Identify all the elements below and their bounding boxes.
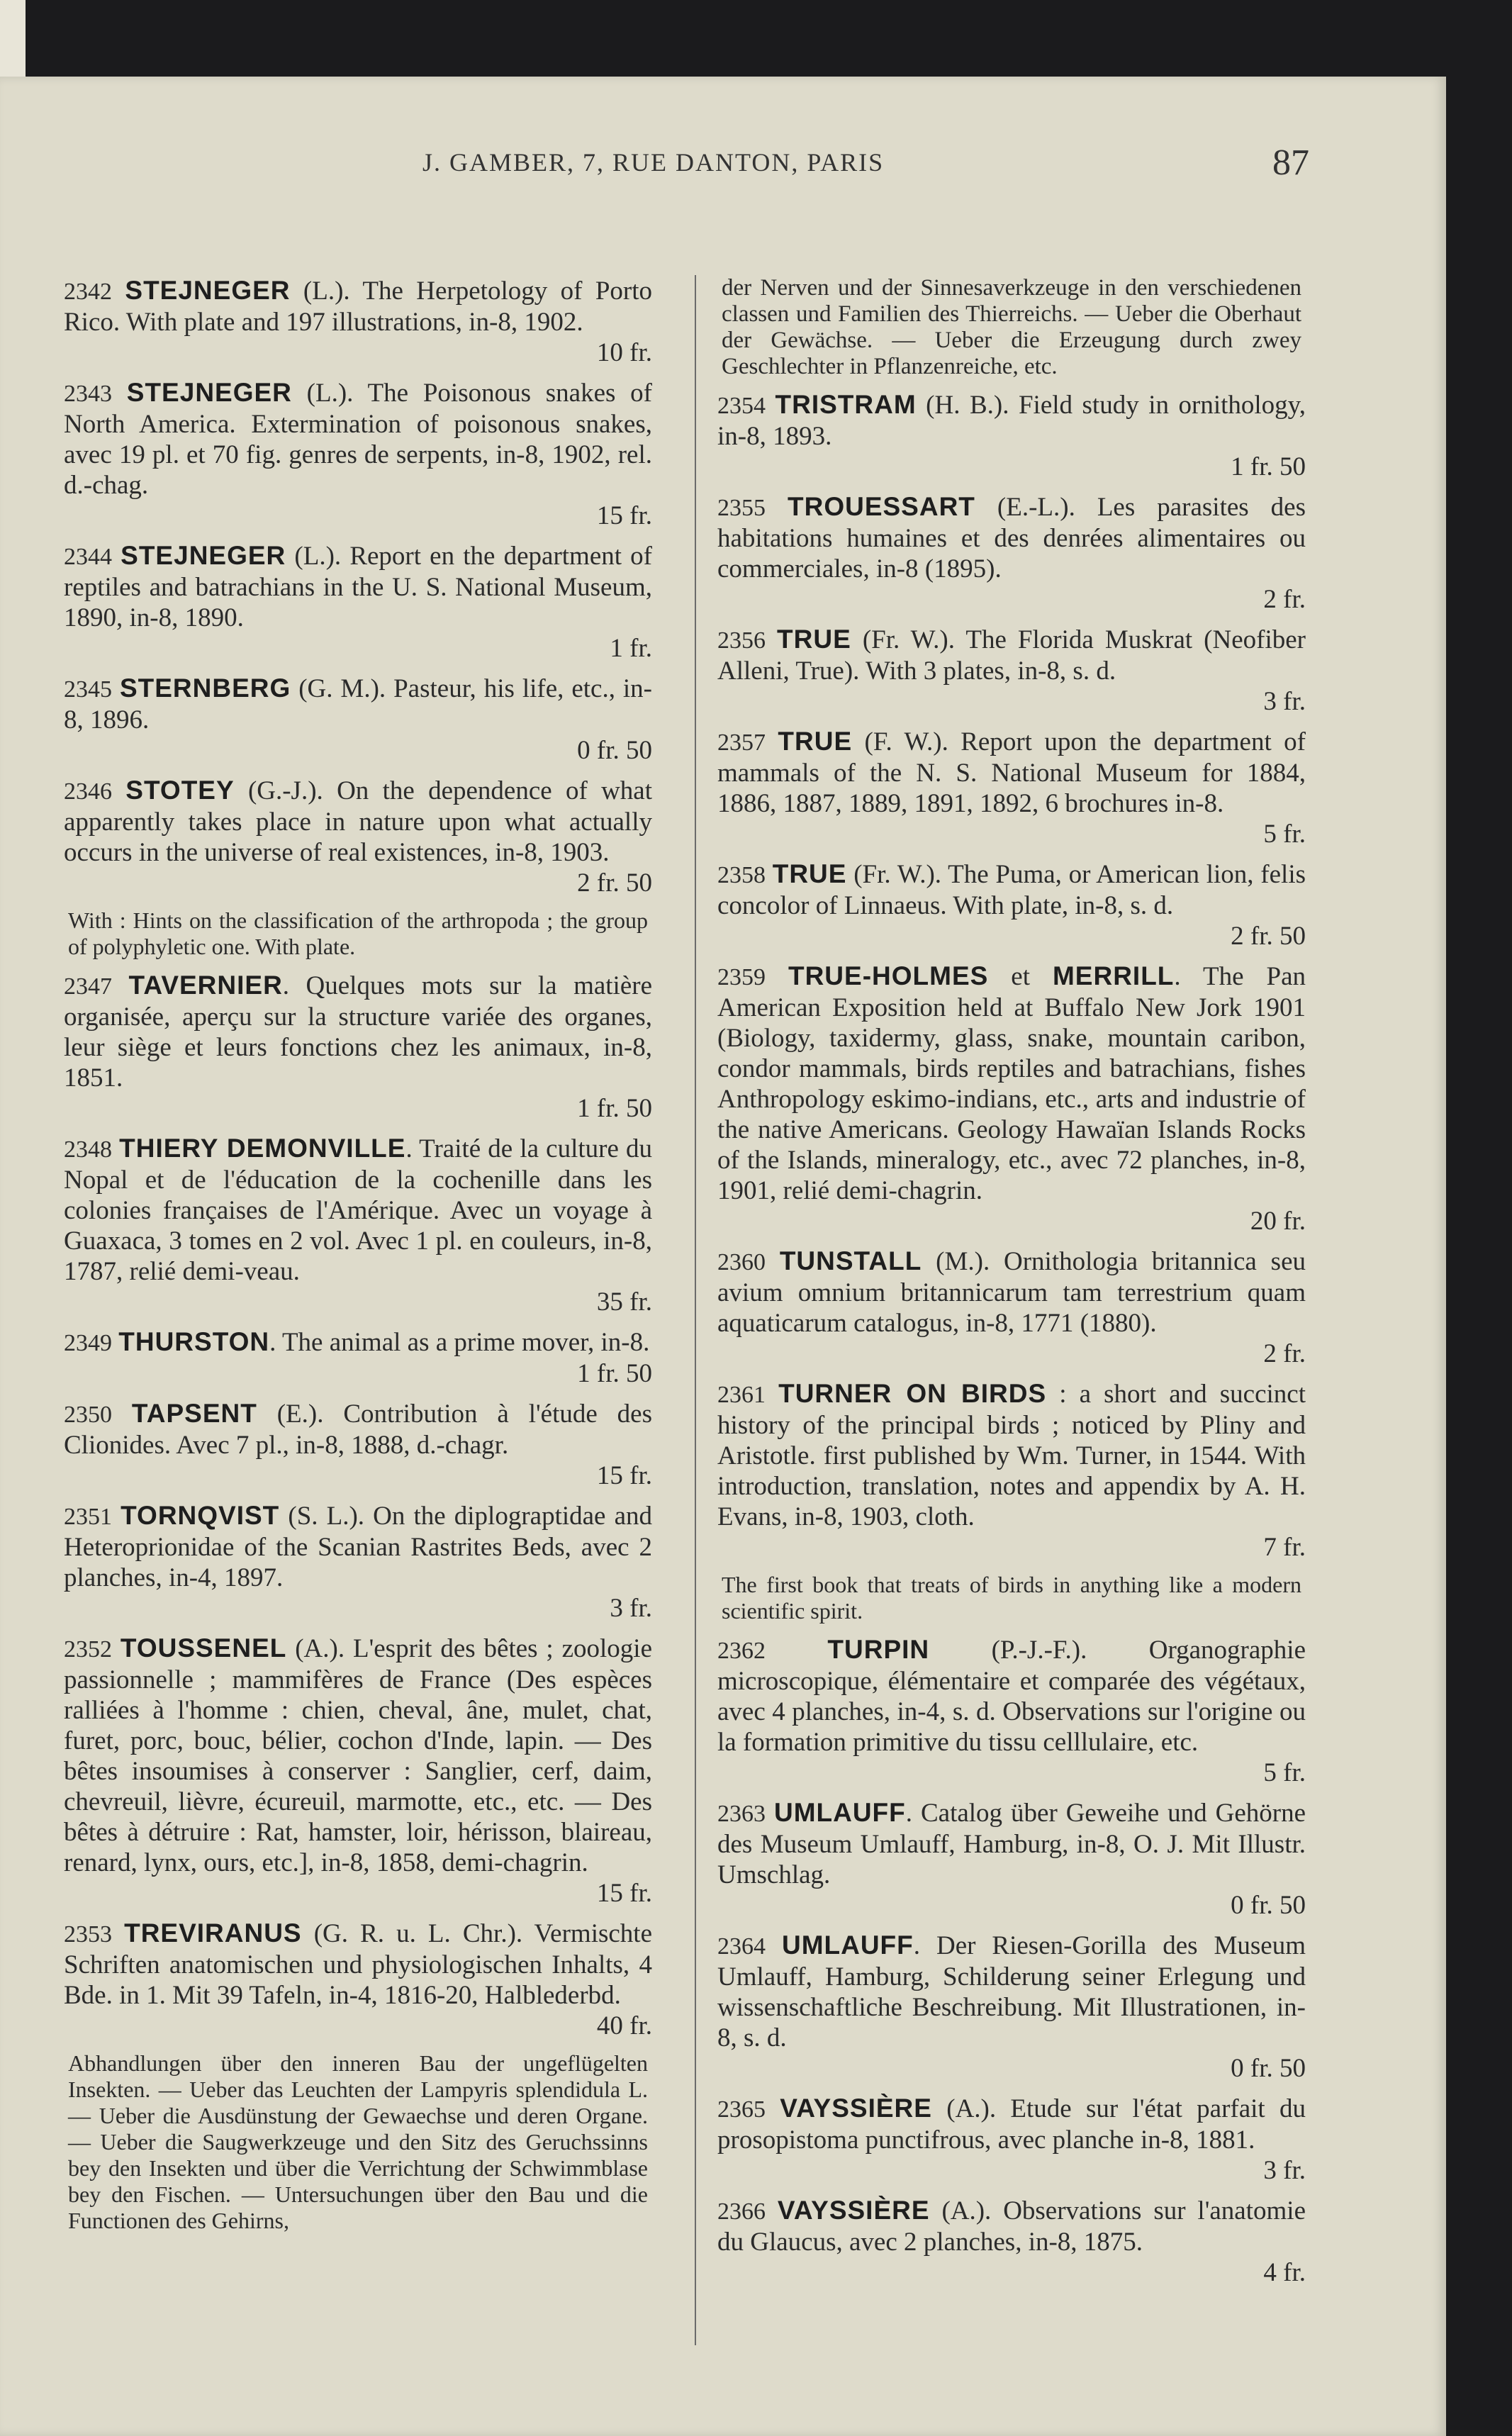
entry-note: The first book that treats of birds in anything like a modern scientific spirit. — [722, 1572, 1301, 1624]
entry-price: 2 fr. 50 — [1231, 922, 1306, 951]
catalog-entry — [64, 1398, 652, 1491]
entry-author: THIERY DEMONVILLE — [119, 1134, 406, 1163]
entry-description: (L.). The Herpetology of Porto Rico. With plate and 197 illustrations, in-8, 1902. — [64, 276, 653, 337]
entry-description: . Der Riesen-Gorilla des Museum Umlauff, Hamburg, Schilderung seiner Erlegung und wissenschaftliche Beschreibung. Mit Illustrationen, in-8, s. d. — [717, 1931, 1306, 2052]
entry-author: VAYSSIÈRE — [780, 2094, 932, 2123]
entry-author: TRUE — [777, 625, 851, 654]
entry-number: 2355 — [717, 495, 766, 521]
entry-author: UMLAUFF — [781, 1931, 914, 1960]
entry-price: 5 fr. — [1263, 820, 1306, 849]
entry-description: (A.). L'esprit des bêtes ; zoologie passionnelle ; mammifères de France (Des espèces ralliées à l'homme : chien, cheval, âne, mulet, chat, furet, porc, bouc, bélier, cochon d'Inde, lapin. — Des bêtes insoumises à conserver : Sanglier, cerf, daim, chevreuil, lièvre, écureuil, marmotte, etc., etc. — Des bêtes à détruire : Rat, hamster, loir, hérisson, blaireau, renard, lynx, ours, etc.], in-8, 1858, demi-chagrin. — [64, 1634, 652, 1877]
entry-note: Abhandlungen über den inneren Bau der ungeflügelten Insekten. — Ueber das Leuchten der Lampyris splendidula L. — Ueber die Ausdünstung der Gewaechse und deren Organe. — Ueber die Saugwerkzeuge und den Sitz des Geruchssinns bey den Insekten und über die Verrichtung der Schwimmblase bey den Fischen. — Untersuchungen über den Bau und die Functionen des Gehirns, — [68, 2050, 648, 2233]
entry-price: 1 fr. 50 — [577, 1359, 652, 1388]
page-edge-left — [0, 0, 26, 77]
catalog-entry — [717, 1930, 1306, 2084]
entry-author: TREVIRANUS — [124, 1918, 302, 1948]
catalog-entry — [64, 1500, 652, 1624]
entry-number: 2357 — [717, 730, 766, 756]
entry-number: 2356 — [717, 627, 766, 654]
entry-number: 2352 — [64, 1636, 112, 1663]
entry-author: STEJNEGER — [125, 276, 291, 305]
catalog-entry — [64, 1918, 652, 2041]
entry-description: . The Pan American Exposition held at Buffalo New Jork 1901 (Biology, taxidermy, glass, snake, mountain caribon, condor mammals, birds reptiles and batrachians, fishes Anthropology eskimo-indians, etc., arts and industrie of the native Americans. Geology Hawaïan Islands Rocks of the Islands, mineralogy, etc., avec 72 planches, in-8, 1901, relié demi-chagrin. — [717, 962, 1306, 1205]
catalog-entry — [64, 377, 652, 531]
entry-author: TRUE — [772, 859, 847, 888]
entry-number: 2364 — [717, 1933, 766, 1960]
entry-description: (G.-J.). On the dependence of what apparently takes place in nature upon what actually occurs in the universe of real existences, in-8, 1903. — [64, 776, 652, 867]
entry-number: 2343 — [64, 381, 112, 407]
entry-number: 2350 — [64, 1402, 112, 1428]
entry-number: 2354 — [717, 393, 766, 419]
catalog-entry — [717, 1634, 1306, 1788]
entry-description: : a short and succinct history of the principal birds ; noticed by Pliny and Aristotle. first published by Wm. Turner, in 1544. With introduction, translation, notes and appendix by A. H. Evans, in-8, 1903, cloth. — [717, 1380, 1306, 1531]
entry-price: 0 fr. 50 — [577, 736, 652, 765]
entry-author: TAPSENT — [131, 1399, 257, 1428]
entry-description: (S. L.). On the diplograptidae and Heteroprionidae of the Scanian Rastrites Beds, avec 2 planches, in-4, 1897. — [64, 1502, 653, 1592]
left-column — [64, 275, 652, 2244]
entry-number: 2360 — [717, 1249, 766, 1275]
entry-price: 2 fr. — [1263, 585, 1306, 614]
entry-author: TURNER ON BIRDS — [778, 1379, 1047, 1408]
entry-price: 1 fr. 50 — [577, 1094, 652, 1123]
entry-author: VAYSSIÈRE — [777, 2196, 930, 2225]
entry-author: TOUSSENEL — [120, 1633, 287, 1663]
catalog-entry — [717, 2195, 1306, 2288]
catalog-entry — [717, 624, 1306, 717]
entry-author: TORNQVIST — [121, 1501, 280, 1530]
catalog-entry — [64, 1326, 652, 1389]
catalog-entry — [64, 540, 652, 664]
entry-description: (Fr. W.). The Florida Muskrat (Neofiber Alleni, True). With 3 plates, in-8, s. d. — [717, 625, 1306, 686]
entry-price: 3 fr. — [1263, 2156, 1306, 2185]
entry-number: 2353 — [64, 1921, 112, 1948]
entry-author: UMLAUFF — [773, 1798, 906, 1827]
catalog-entry — [717, 1378, 1306, 1563]
entry-description: (E.). Contribution à l'étude des Clionides. Avec 7 pl., in-8, 1888, d.-chagr. — [64, 1399, 653, 1460]
entry-author: TUNSTALL — [779, 1246, 922, 1275]
entry-price: 2 fr. — [1263, 1339, 1306, 1368]
entry-description: . The animal as a prime mover, in-8. — [269, 1328, 650, 1357]
entry-number: 2362 — [717, 1638, 766, 1664]
catalog-entry — [717, 389, 1306, 482]
entry-author: STEJNEGER — [126, 378, 292, 407]
entry-description: (G. M.). Pasteur, his life, etc., in-8, 1896. — [64, 674, 653, 734]
entry-price: 3 fr. — [1263, 687, 1306, 716]
entry-number: 2346 — [64, 778, 112, 805]
entry-description: . Traité de la culture du Nopal et de l'éducation de la cochenille dans les colonies françaises de l'Amérique. Avec un voyage à Guaxaca, 3 tomes en 2 vol. Avec 1 pl. en couleurs, in-8, 1787, relié demi-veau. — [64, 1134, 652, 1286]
entry-price: 0 fr. 50 — [1231, 1891, 1306, 1920]
catalog-entry — [64, 775, 652, 898]
entry-price: 10 fr. — [596, 338, 652, 367]
entry-price: 5 fr. — [1263, 1758, 1306, 1787]
catalog-entry — [64, 970, 652, 1124]
entry-author: STERNBERG — [119, 674, 291, 703]
entry-description: (A.). Observations sur l'anatomie du Glaucus, avec 2 planches, in-8, 1875. — [717, 2196, 1306, 2257]
catalog-entry — [717, 859, 1306, 951]
entry-price: 7 fr. — [1263, 1533, 1306, 1562]
entry-author: TRUE — [778, 727, 853, 756]
entry-price: 15 fr. — [596, 1461, 652, 1490]
catalog-entry — [717, 1797, 1306, 1921]
entry-number: 2366 — [717, 2198, 766, 2225]
entry-description: (H. B.). Field study in ornithology, in-8, 1893. — [717, 391, 1306, 451]
entry-number: 2359 — [717, 964, 766, 990]
entry-number: 2349 — [64, 1330, 112, 1356]
entry-price: 15 fr. — [596, 1879, 652, 1908]
entry-price: 4 fr. — [1263, 2258, 1306, 2287]
entry-description: (Fr. W.). The Puma, or American lion, felis concolor of Linnaeus. With plate, in-8, s. d. — [717, 860, 1306, 920]
entry-description: (E.-L.). Les parasites des habitations humaines et des denrées alimentaires ou commerciales, in-8 (1895). — [717, 493, 1306, 583]
catalog-entry — [717, 726, 1306, 849]
entry-price: 20 fr. — [1250, 1207, 1306, 1236]
entry-author: TRISTRAM — [775, 390, 917, 419]
entry-price: 0 fr. 50 — [1231, 2054, 1306, 2083]
catalog-entry — [717, 961, 1306, 1236]
entry-description: (M.). Ornithologia britannica seu avium omnium britannicarum tam terrestrium quam aquaticarum catalogus, in-8, 1771 (1880). — [717, 1247, 1306, 1338]
entry-number: 2351 — [64, 1504, 112, 1530]
entry-number: 2365 — [717, 2096, 766, 2123]
entry-price: 1 fr. — [610, 634, 652, 663]
entry-number: 2363 — [717, 1801, 766, 1827]
entry-author-2: MERRILL — [1052, 961, 1175, 990]
entry-description: der Nerven und der Sinnesaverkzeuge in den verschiedenen classen und Familien des Thierreichs. — Ueber die Oberhaut der Gewächse. — Ueber die Erzeugung durch zwey Geschlechter in Pflanzenreiche, etc. — [722, 275, 1301, 379]
catalog-entry — [717, 2093, 1306, 2186]
entry-number: 2342 — [64, 279, 112, 305]
entry-description: (L.). The Poisonous snakes of North America. Extermination of poisonous snakes, avec 19 pl. et 70 fig. genres de serpents, in-8, 1902, rel. d.-chag. — [64, 379, 653, 500]
entry-conjunction: et — [988, 962, 1053, 991]
entry-description: (F. W.). Report upon the department of mammals of the N. S. National Museum for 1884, 1886, 1887, 1889, 1891, 1892, 6 brochures in-8. — [717, 727, 1306, 818]
entry-number: 2348 — [64, 1136, 112, 1163]
entry-author: TROUESSART — [788, 492, 975, 521]
entry-description: . Quelques mots sur la matière organisée, aperçu sur la structure variée des organes, leur siège et leurs fonctions chez les animaux, in-8, 1851. — [64, 971, 652, 1093]
entry-number: 2358 — [717, 862, 766, 888]
catalog-entry — [717, 275, 1306, 380]
entry-description: (A.). Etude sur l'état parfait du prosopistoma punctifrous, avec planche in-8, 1881. — [717, 2094, 1306, 2155]
right-column — [717, 275, 1306, 2297]
entry-price: 3 fr. — [610, 1594, 652, 1623]
catalog-entry — [64, 1633, 652, 1909]
entry-description: (G. R. u. L. Chr.). Vermischte Schriften anatomischen und physiologischen Inhalts, 4 Bde. in 1. Mit 39 Tafeln, in-4, 1816-20, Halblederbd. — [64, 1919, 652, 2010]
entry-description: (P.-J.-F.). Organographie microscopique, élémentaire et comparée des végétaux, avec 4 planches, in-4, s. d. Observations sur l'origine ou la formation primitive du tissu celllulaire, etc. — [717, 1636, 1306, 1757]
entry-author: STEJNEGER — [121, 541, 286, 570]
entry-author: TURPIN — [827, 1635, 930, 1664]
entry-description: . Catalog über Geweihe und Gehörne des Museum Umlauff, Hamburg, in-8, O. J. Mit Illustr. Umschlag. — [717, 1799, 1306, 1889]
entry-number: 2347 — [64, 973, 112, 1000]
entry-number: 2344 — [64, 544, 112, 570]
entry-note: With : Hints on the classification of the arthropoda ; the group of polyphyletic one. With plate. — [68, 907, 648, 959]
entry-price: 40 fr. — [596, 2011, 652, 2040]
entry-number: 2361 — [717, 1382, 766, 1408]
catalog-entry — [64, 275, 652, 368]
header-text: J. GAMBER, 7, RUE DANTON, PARIS — [422, 148, 885, 177]
catalog-entry — [717, 491, 1306, 615]
entry-price: 1 fr. 50 — [1231, 452, 1306, 481]
catalog-entry — [64, 1133, 652, 1317]
catalog-entry — [717, 1246, 1306, 1369]
column-divider — [695, 275, 696, 2345]
catalog-entry — [64, 673, 652, 766]
entry-price: 2 fr. 50 — [577, 868, 652, 898]
entry-price: 35 fr. — [596, 1287, 652, 1317]
entry-author: TAVERNIER — [128, 971, 283, 1000]
entry-author: TRUE-HOLMES — [788, 961, 989, 990]
entry-number: 2345 — [64, 676, 112, 703]
entry-author: STOTEY — [125, 776, 235, 805]
entry-price: 15 fr. — [596, 501, 652, 530]
page-number: 87 — [1272, 143, 1309, 183]
entry-author: THURSTON — [118, 1327, 270, 1356]
entry-description: (L.). Report en the department of reptiles and batrachians in the U. S. National Museum, 1890, in-8, 1890. — [64, 542, 652, 632]
